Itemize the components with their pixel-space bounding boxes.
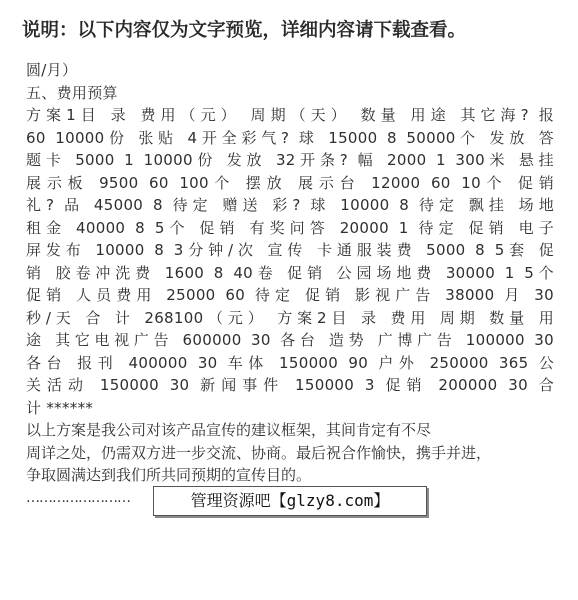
text-line: 方案1目 录 费用（元） 周期（天） 数量 用途 其它海? 报 [26, 106, 554, 124]
watermark-bracket-close: 】 [373, 491, 390, 510]
text-line: 各台 报刊 400000 30 车体 150000 90 户外 250000 365 公 [26, 353, 554, 372]
text-line: 礼? 品 45000 8 待定 赠送 彩? 球 10000 8 待定 飘挂 场地 [26, 196, 554, 214]
preview-notice: 说明：以下内容仅为文字预览，详细内容请下载查看。 [22, 20, 467, 41]
text-line: 周详之处，仍需双方进一步交流、协商。最后祝合作愉快，携手并进， [26, 443, 492, 462]
document-body [26, 59, 554, 509]
text-line: 租金 40000 8 5个 促销 有奖问答 20000 1 待定 促销 电子 [26, 218, 554, 237]
text-line: 销 胶卷冲洗费 1600 8 40卷 促销 公园场地费 30000 1 5个 [26, 263, 554, 282]
watermark-bracket-open: 【 [270, 491, 287, 510]
watermark-url: glzy8.com [286, 491, 374, 510]
text-line: 圆/月） [26, 61, 78, 79]
text-line: 以上方案是我公司对该产品宣传的建议框架，其间肯定有不尽 [26, 421, 432, 439]
text-line: 促销 人员费用 25000 60 待定 促销 影视广告 38000 月 30 [26, 286, 554, 304]
text-line: 关活动 150000 30 新闻事件 150000 3 促销 200000 30 合 [26, 376, 554, 394]
text-line: 途 其它电视广告 600000 30 各台 造势 广博广告 100000 30 [26, 331, 554, 349]
site-watermark [153, 486, 427, 516]
text-line: 60 10000份 张贴 4开全彩气? 球 15000 8 50000个 发放 答 [26, 128, 554, 147]
text-line: 争取圆满达到我们所共同预期的宣传目的。 [26, 466, 312, 484]
watermark-label: 管理资源吧 [190, 491, 271, 510]
text-line: 展示板 9500 60 100个 摆放 展示台 12000 60 10个 促销 [26, 173, 554, 192]
text-line: 题卡 5000 1 10000份 发放 32开条? 幅 2000 1 300米 悬挂 [26, 151, 554, 169]
text-line: 秒/天 合 计 268100（元） 方案2目 录 费用 周期 数量 用 [26, 308, 554, 327]
text-line: 计 ****** [26, 398, 94, 417]
text-line: 屏发布 10000 8 3分钟/次 宣传 卡通服装费 5000 8 5套 促 [26, 241, 554, 259]
section-heading: 五、费用预算 [26, 83, 118, 102]
ellipsis-line: …………………… [26, 489, 130, 506]
